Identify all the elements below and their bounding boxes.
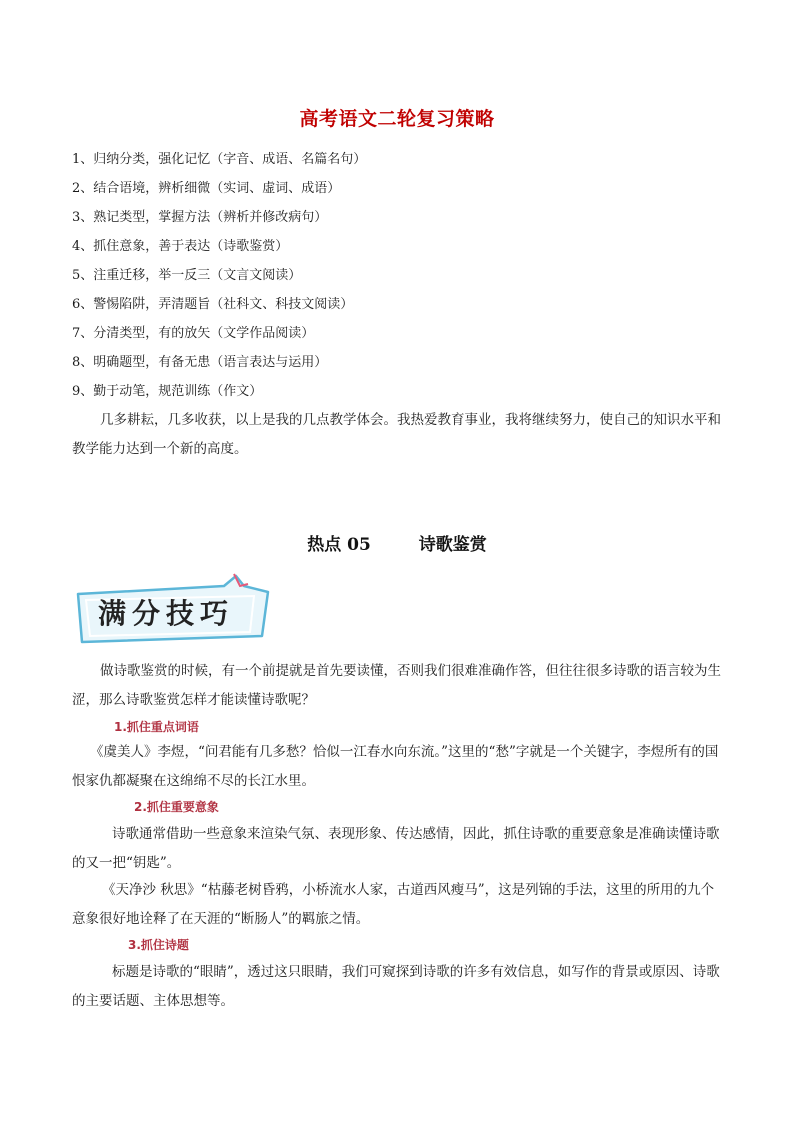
tip-paragraph: 诗歌通常借助一些意象来渲染气氛、表现形象、传达感情，因此，抓住诗歌的重要意象是准确读懂诗歌的又一把“钥匙”。: [72, 826, 720, 871]
tip-heading: 1.抓住重点词语: [114, 720, 199, 734]
list-item: 6、警惕陷阱，弄清题旨（社科文、科技文阅读）: [72, 297, 354, 312]
list-item: 5、注重迁移，举一反三（文言文阅读）: [72, 268, 302, 283]
strategy-list: [72, 150, 732, 411]
tip-paragraph: 《天净沙 秋思》“枯藤老树昏鸦，小桥流水人家，古道西风瘦马”，这是列锦的手法，这里的所用的九个意象很好地诠释了在天涯的“断肠人”的羁旅之情。: [72, 882, 715, 927]
list-item: 7、分清类型，有的放矢（文学作品阅读）: [72, 326, 315, 341]
tip-paragraph: 《虞美人》李煜，“问君能有几多愁？恰似一江春水向东流。”这里的“愁”字就是一个关键字，李煜所有的国恨家仇都凝聚在这绵绵不尽的长江水里。: [72, 744, 719, 789]
list-item: 1、归纳分类，强化记忆（字音、成语、名篇名句）: [72, 152, 367, 167]
banner-label: 满分技巧: [98, 597, 235, 630]
intro-paragraph: 做诗歌鉴赏的时候，有一个前提就是首先要读懂，否则我们很难准确作答，但往往很多诗歌的语言较为生涩，那么诗歌鉴赏怎样才能读懂诗歌呢？: [72, 663, 721, 708]
list-item: 3、熟记类型，掌握方法（辨析并修改病句）: [72, 210, 328, 225]
list-item: 4、抓住意象，善于表达（诗歌鉴赏）: [72, 239, 289, 254]
section-number: 热点 05: [307, 535, 371, 555]
list-item: 9、勤于动笔，规范训练（作文）: [72, 384, 263, 399]
tip-paragraph: 标题是诗歌的“眼睛”，透过这只眼睛，我们可窥探到诗歌的许多有效信息，如写作的背景或原因、诗歌的主要话题、主体思想等。: [72, 964, 720, 1009]
section-name: 诗歌鉴赏: [418, 535, 487, 555]
list-item: 2、结合语境，辨析细微（实词、虚词、成语）: [72, 181, 341, 196]
banner: [74, 572, 274, 648]
conclusion-paragraph: 几多耕耘，几多收获，以上是我的几点教学体会。我热爱教育事业，我将继续努力，使自己的知识水平和教学能力达到一个新的高度。: [72, 412, 721, 457]
page-title: 高考语文二轮复习策略: [299, 108, 495, 130]
section-heading: [0, 530, 794, 555]
list-item: 8、明确题型，有备无患（语言表达与运用）: [72, 355, 328, 370]
tip-heading: 2.抓住重要意象: [134, 800, 219, 814]
tip-heading: 3.抓住诗题: [128, 938, 189, 952]
